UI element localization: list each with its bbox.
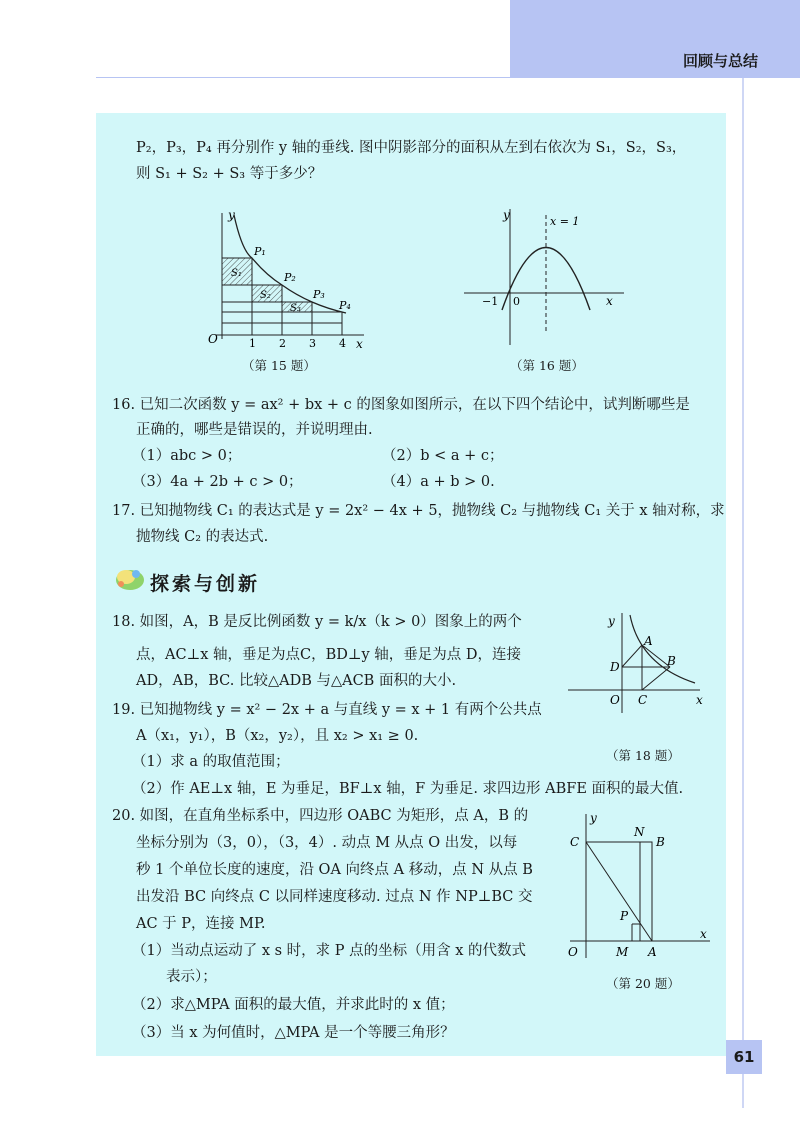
margin-rule [738,78,752,1108]
fig20-x: x [700,927,707,941]
intro-line-2: 则 S₁ + S₂ + S₃ 等于多少？ [136,166,323,182]
fig20-y: y [590,811,597,825]
fig16-x-label: x [606,294,613,308]
fig20-p: P [620,909,629,923]
q19-part-2: （2）作 AE⊥x 轴，E 为垂足，BF⊥x 轴，F 为垂足. 求四边形 ABFE 面积的最大值. [132,781,684,797]
q18-line-1: 18. 如图，A，B 是反比例函数 y = k/x（k > 0）图象上的两个 [112,614,522,630]
fig18-d: D [610,660,620,674]
fig18-a: A [644,634,653,648]
fig20-b: B [656,835,665,849]
fig15-p2: P₂ [284,271,296,284]
fig18-o: O [610,693,620,707]
q20-line-3: 秒 1 个单位长度的速度，沿 OA 向终点 A 移动，点 N 从点 B [136,862,533,878]
fig15-caption: （第 15 题） [242,358,316,373]
q17-line-1: 17. 已知抛物线 C₁ 的表达式是 y = 2x² − 4x + 5，抛物线 C₂ 与抛物线 C₁ 关于 x 轴对称，求 [112,503,725,519]
fig15-x-label: x [356,337,363,351]
fig20-m: M [616,945,629,959]
q19-part-1: （1）求 a 的取值范围； [132,754,290,770]
fig20-o: O [568,945,578,959]
q16-line-1: 16. 已知二次函数 y = ax² + bx + c 的图象如图所示，在以下四个结论中，试判断哪些是 [112,397,690,413]
q20-line-4: 出发沿 BC 向终点 C 以同样速度移动. 过点 N 作 NP⊥BC 交 [136,889,533,905]
figure-18 [560,605,710,715]
chapter-title: 回顾与总结 [682,52,758,70]
fig16-axis-of-symmetry: x = 1 [550,215,580,228]
figure-15 [196,205,376,355]
section-icon [112,564,146,594]
fig15-p3: P₃ [313,288,325,301]
q16-option-2: （2）b < a + c； [382,448,504,464]
fig15-tick-3: 3 [309,337,316,350]
q20-part-3: （3）当 x 为何值时，△MPA 是一个等腰三角形？ [132,1025,455,1041]
intro-line-1: P₂，P₃，P₄ 再分别作 y 轴的垂线. 图中阴影部分的面积从左到右依次为 S₁，S₂，S₃， [136,140,687,156]
q16-line-2: 正确的，哪些是错误的，并说明理由. [136,422,373,438]
fig18-b: B [667,654,676,668]
figure-20 [560,808,720,960]
page-number: 61 [726,1040,762,1074]
q20-part-2: （2）求△MPA 面积的最大值，并求此时的 x 值； [132,997,455,1013]
fig16-tick-0: 0 [513,295,520,308]
q18-line-2: 点，AC⊥x 轴，垂足为点C，BD⊥y 轴，垂足为点 D，连接 [136,647,522,663]
q17-line-2: 抛物线 C₂ 的表达式. [136,529,269,545]
q16-option-1: （1）abc > 0； [132,448,242,464]
q20-part-1-cont: 表示）； [166,969,217,985]
fig18-c: C [638,693,648,707]
fig15-s3: S₃ [290,303,301,314]
fig20-a: A [648,945,657,959]
fig20-caption: （第 20 题） [606,976,680,991]
q20-line-1: 20. 如图，在直角坐标系中，四边形 OABC 为矩形，点 A，B 的 [112,808,529,824]
fig16-caption: （第 16 题） [510,358,584,373]
fig15-p1: P₁ [254,245,266,258]
fig15-p4: P₄ [339,299,351,312]
fig15-tick-1: 1 [249,337,256,350]
q19-line-2: A（x₁，y₁），B（x₂，y₂），且 x₂ > x₁ ≥ 0. [136,728,419,744]
fig18-caption: （第 18 题） [606,748,680,763]
fig16-tick-minus1: −1 [482,295,499,308]
fig20-c: C [570,835,580,849]
fig15-s1: S₁ [231,268,242,279]
q20-line-2: 坐标分别为（3，0），（3，4）. 动点 M 从点 O 出发，以每 [136,835,518,851]
figure-16 [456,205,631,350]
fig18-y: y [608,614,615,628]
fig15-tick-4: 4 [339,337,346,350]
section-title: 探索与创新 [150,573,261,595]
fig18-x: x [696,693,703,707]
fig15-origin-label: O [208,332,218,346]
q16-option-4: （4）a + b > 0. [382,474,495,490]
q20-line-5: AC 于 P，连接 MP. [136,916,266,932]
q19-line-1: 19. 已知抛物线 y = x² − 2x + a 与直线 y = x + 1 有两个公共点 [112,702,542,718]
fig20-n: N [634,825,645,839]
fig15-tick-2: 2 [279,337,286,350]
header-divider [96,77,754,78]
q20-part-1: （1）当动点运动了 x s 时，求 P 点的坐标（用含 x 的代数式 [132,943,527,959]
q16-option-3: （3）4a + 2b + c > 0； [132,474,303,490]
q18-line-3: AD，AB，BC. 比较△ADB 与△ACB 面积的大小. [136,673,457,689]
fig15-y-label: y [228,208,235,222]
fig15-s2: S₂ [260,290,271,301]
fig16-y-label: y [503,208,510,222]
